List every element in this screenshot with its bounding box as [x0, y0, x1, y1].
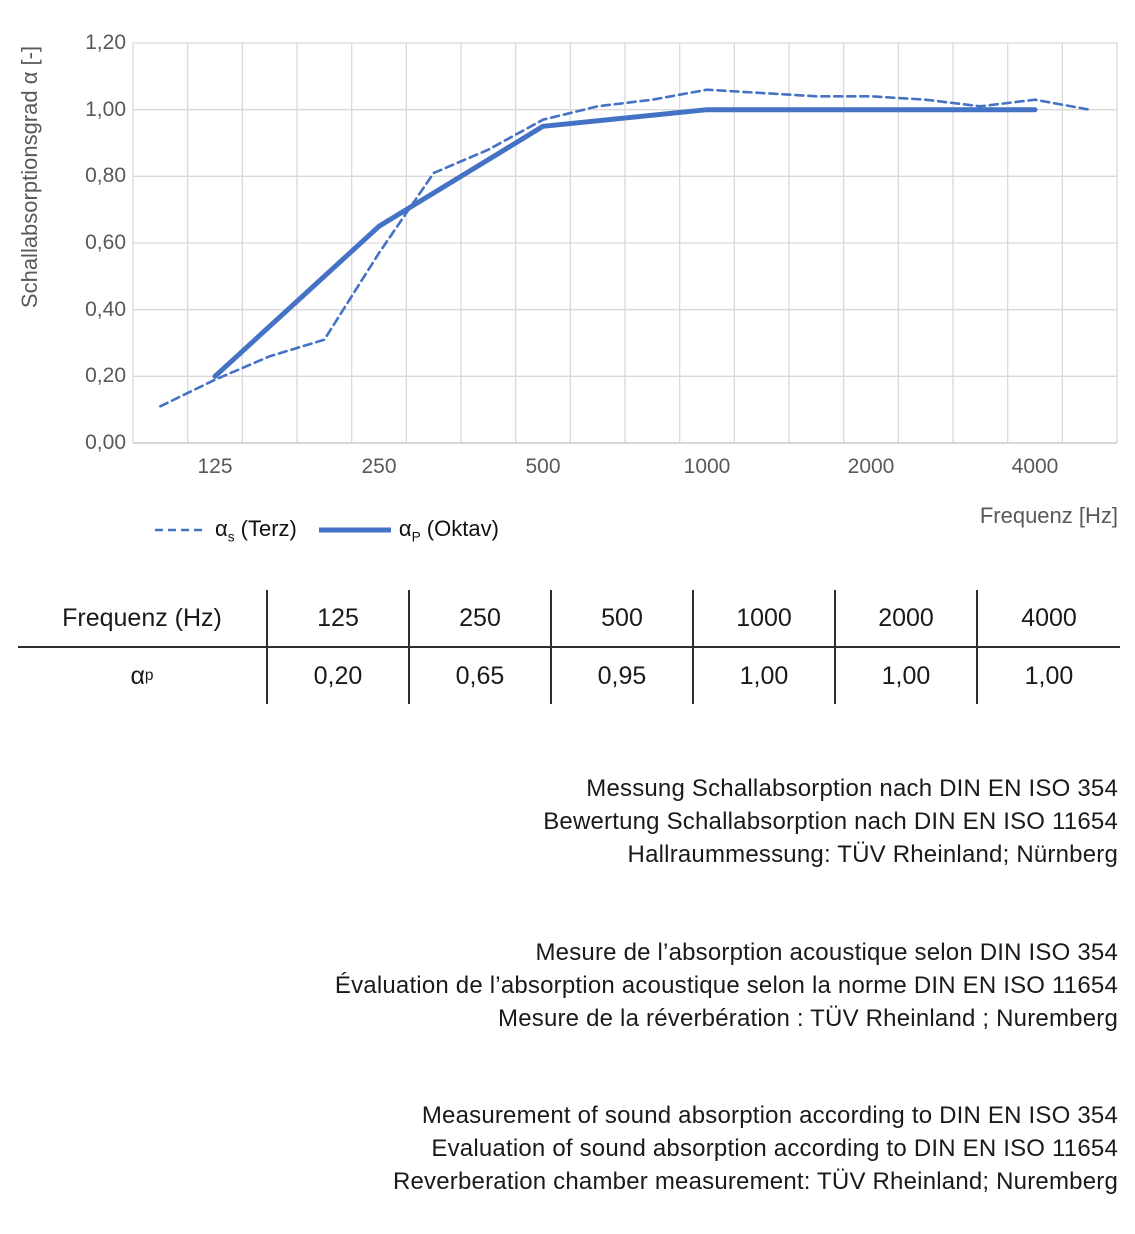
- x-tick-label: 500: [525, 455, 561, 478]
- legend-item-alpha-s-terz: [155, 516, 297, 544]
- y-tick-label: 1,20: [85, 31, 126, 54]
- x-tick-label: 4000: [1011, 455, 1059, 478]
- x-tick-label: 1000: [683, 455, 731, 478]
- chart-legend: [155, 516, 521, 544]
- table-header-125: 125: [268, 590, 410, 648]
- note-line: Mesure de la réverbération : TÜV Rheinland ; Nuremberg: [498, 1005, 1118, 1032]
- legend-item-alpha-p-oktav: [319, 516, 499, 544]
- notes-german: [17, 772, 1118, 871]
- table-header-frequency: Frequenz (Hz): [18, 590, 268, 648]
- table-header-1000: 1000: [694, 590, 836, 648]
- y-tick-label: 0,20: [85, 364, 126, 388]
- table-value-4000: 1,00: [1024, 661, 1074, 690]
- note-line: Evaluation of sound absorption according to DIN EN ISO 11654: [431, 1135, 1118, 1162]
- note-line: Reverberation chamber measurement: TÜV Rheinland; Nuremberg: [392, 1168, 1118, 1195]
- table-header-250: 250: [410, 590, 552, 648]
- table-value-2000: 1,00: [836, 648, 978, 704]
- chart-plot-area: [0, 0, 1135, 470]
- absorption-values-table: [18, 590, 1120, 704]
- note-line: Measurement of sound absorption according to DIN EN ISO 354: [421, 1102, 1118, 1129]
- x-tick-label: 2000: [847, 455, 895, 478]
- table-value-500: 0,95: [552, 648, 694, 704]
- x-tick-label: 250: [361, 455, 397, 478]
- x-tick-label: 125: [197, 455, 233, 478]
- table-header-4000: 4000: [978, 590, 1120, 648]
- notes-english: [17, 1099, 1118, 1198]
- table-row-label-alpha-p: α p: [18, 648, 268, 704]
- y-tick-label: 0,80: [85, 164, 126, 188]
- legend-label: $\alpha_s$ (Terz): [215, 516, 297, 545]
- x-axis-title: Frequenz [Hz]: [979, 503, 1118, 528]
- note-line: Bewertung Schallabsorption nach DIN EN ISO 11654: [543, 808, 1118, 835]
- table-value-250: 0,65: [410, 648, 552, 704]
- y-tick-label: 0,00: [85, 431, 126, 454]
- table-header-2000: 2000: [836, 590, 978, 648]
- legend-label: $\alpha_P$ (Oktav): [398, 516, 499, 545]
- y-tick-label: 0,40: [85, 297, 126, 321]
- y-tick-label: 1,00: [85, 97, 126, 121]
- table-value-125: 0,20: [268, 648, 410, 704]
- note-line: Évaluation de l’absorption acoustique selon la norme DIN EN ISO 11654: [334, 972, 1118, 999]
- table-value-1000: 1,00: [694, 648, 836, 704]
- solid-line-sample-icon: [319, 526, 391, 534]
- dashed-line-sample-icon: [155, 527, 207, 533]
- note-line: Hallraummessung: TÜV Rheinland; Nürnberg: [627, 841, 1118, 868]
- y-axis-title: Schallabsorptionsgrad α [-]: [17, 45, 42, 309]
- note-line: Mesure de l’absorption acoustique selon DIN ISO 354: [535, 939, 1118, 966]
- sound-absorption-chart: [0, 0, 1135, 560]
- note-line: Messung Schallabsorption nach DIN EN ISO 354: [586, 775, 1118, 802]
- y-tick-label: 0,60: [85, 231, 126, 254]
- notes-french: [17, 936, 1118, 1035]
- table-header-500: 500: [552, 590, 694, 648]
